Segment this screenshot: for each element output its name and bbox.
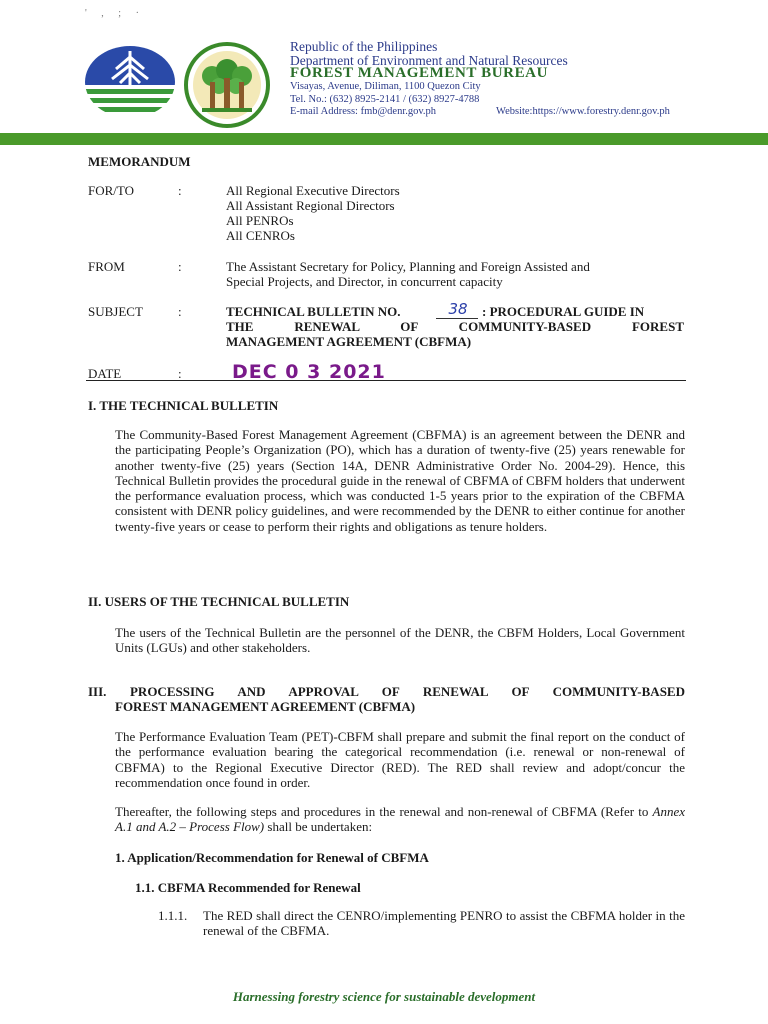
- date-rule: [86, 380, 686, 381]
- recipient-line: All Assistant Regional Directors: [226, 198, 395, 213]
- recipient-line: All Regional Executive Directors: [226, 183, 400, 198]
- subsection-1-1-heading: 1.1. CBFMA Recommended for Renewal: [135, 880, 361, 895]
- denr-logo-icon: [84, 45, 176, 120]
- subject-line3: MANAGEMENT AGREEMENT (CBFMA): [226, 334, 472, 349]
- subject-colon: :: [178, 304, 182, 319]
- letterhead-divider: [0, 133, 768, 145]
- date-stamp: DEC 0 3 2021: [232, 361, 386, 383]
- letterhead-website: Website:https://www.forestry.denr.gov.ph: [496, 106, 670, 117]
- letterhead-email: E-mail Address: fmb@denr.gov.ph: [290, 106, 437, 117]
- subject-prefix: TECHNICAL BULLETIN NO.: [226, 304, 401, 319]
- section-3-heading: III. PROCESSING AND APPROVAL OF RENEWAL OF COMMUNITY-BASED: [88, 684, 685, 699]
- subject-line2: THE RENEWAL OF COMMUNITY-BASED FOREST: [226, 319, 684, 334]
- section-1-body: The Community-Based Forest Management Agreement (CBFMA) is an agreement between the DENR and the participating People’s Organization (PO), which has a duration of twenty-five (25) years renewable for another twenty-five (25) years (Section 14A, DENR Administrative Order No. 2004-29). Hence, this Technical Bulletin provides the procedural guide in the renewal of CBFMA of CBFM holders that underwent the performance evaluation process, which was conducted 1-5 years prior to the expiration of the CBFMA consistent with DENR policy guidelines, and were recommended by the DENR to either continue for another twenty-five years or cease to perform their rights and obligations as tenure holders.: [115, 427, 685, 534]
- subsection-1-heading: 1. Application/Recommendation for Renewal of CBFMA: [115, 850, 429, 865]
- section-2-body: The users of the Technical Bulletin are the personnel of the DENR, the CBFM Holders, Local Government Units (LGUs) and other stakeholders.: [115, 625, 685, 656]
- recipient-line: All CENROs: [226, 228, 295, 243]
- from-line: The Assistant Secretary for Policy, Planning and Foreign Assisted and: [226, 259, 590, 274]
- letterhead-bureau: FOREST MANAGEMENT BUREAU: [290, 65, 549, 81]
- letterhead-department: Department of Environment and Natural Resources: [290, 53, 568, 68]
- letterhead-address: Visayas, Avenue, Diliman, 1100 Quezon City: [290, 81, 481, 92]
- date-label: DATE: [88, 366, 122, 381]
- section-3-body-2: [115, 804, 685, 835]
- subject-label: SUBJECT: [88, 304, 143, 319]
- scan-marks: ' , ; ·: [85, 8, 145, 19]
- from-colon: :: [178, 259, 182, 274]
- body-2-text-end: shall be undertaken:: [264, 819, 373, 835]
- section-3-body-1: The Performance Evaluation Team (PET)-CBFM shall prepare and submit the final report on the conduct of the performance evaluation bearing the categorical recommendation (i.e. renewal or non-renewal of CBFMA) to the Regional Executive Director (RED). The RED shall review and adopt/concur the recommendation once found in order.: [115, 729, 685, 790]
- fmb-logo-icon: [184, 42, 270, 128]
- subject-rest: : PROCEDURAL GUIDE IN: [482, 304, 645, 319]
- section-1-heading: I. THE TECHNICAL BULLETIN: [88, 398, 279, 413]
- item-1-1-1-number: 1.1.1.: [158, 908, 188, 923]
- item-1-1-1-text: The RED shall direct the CENRO/implementing PENRO to assist the CBFMA holder in the renewal of the CBFMA.: [203, 908, 685, 939]
- bulletin-number: 38: [448, 300, 468, 318]
- section-3-heading-line2: FOREST MANAGEMENT AGREEMENT (CBFMA): [115, 699, 416, 714]
- recipient-line: All PENROs: [226, 213, 294, 228]
- memo-title: MEMORANDUM: [88, 154, 191, 169]
- section-2-heading: II. USERS OF THE TECHNICAL BULLETIN: [88, 594, 350, 609]
- footer-tagline: Harnessing forestry science for sustainable development: [232, 989, 536, 1004]
- date-colon: :: [178, 366, 182, 381]
- from-label: FROM: [88, 259, 125, 274]
- from-line: Special Projects, and Director, in concurrent capacity: [226, 274, 503, 289]
- letterhead-republic: Republic of the Philippines: [290, 39, 438, 54]
- for-label: FOR/TO: [88, 183, 134, 198]
- annex-reference: Annex A.1 and A.2 – Process Flow): [115, 804, 685, 835]
- for-colon: :: [178, 183, 182, 198]
- body-2-text: Thereafter, the following steps and procedures in the renewal and non-renewal of CBFMA (Refer to: [115, 804, 653, 819]
- letterhead-phone: Tel. No.: (632) 8925-2141 / (632) 8927-4788: [290, 94, 480, 105]
